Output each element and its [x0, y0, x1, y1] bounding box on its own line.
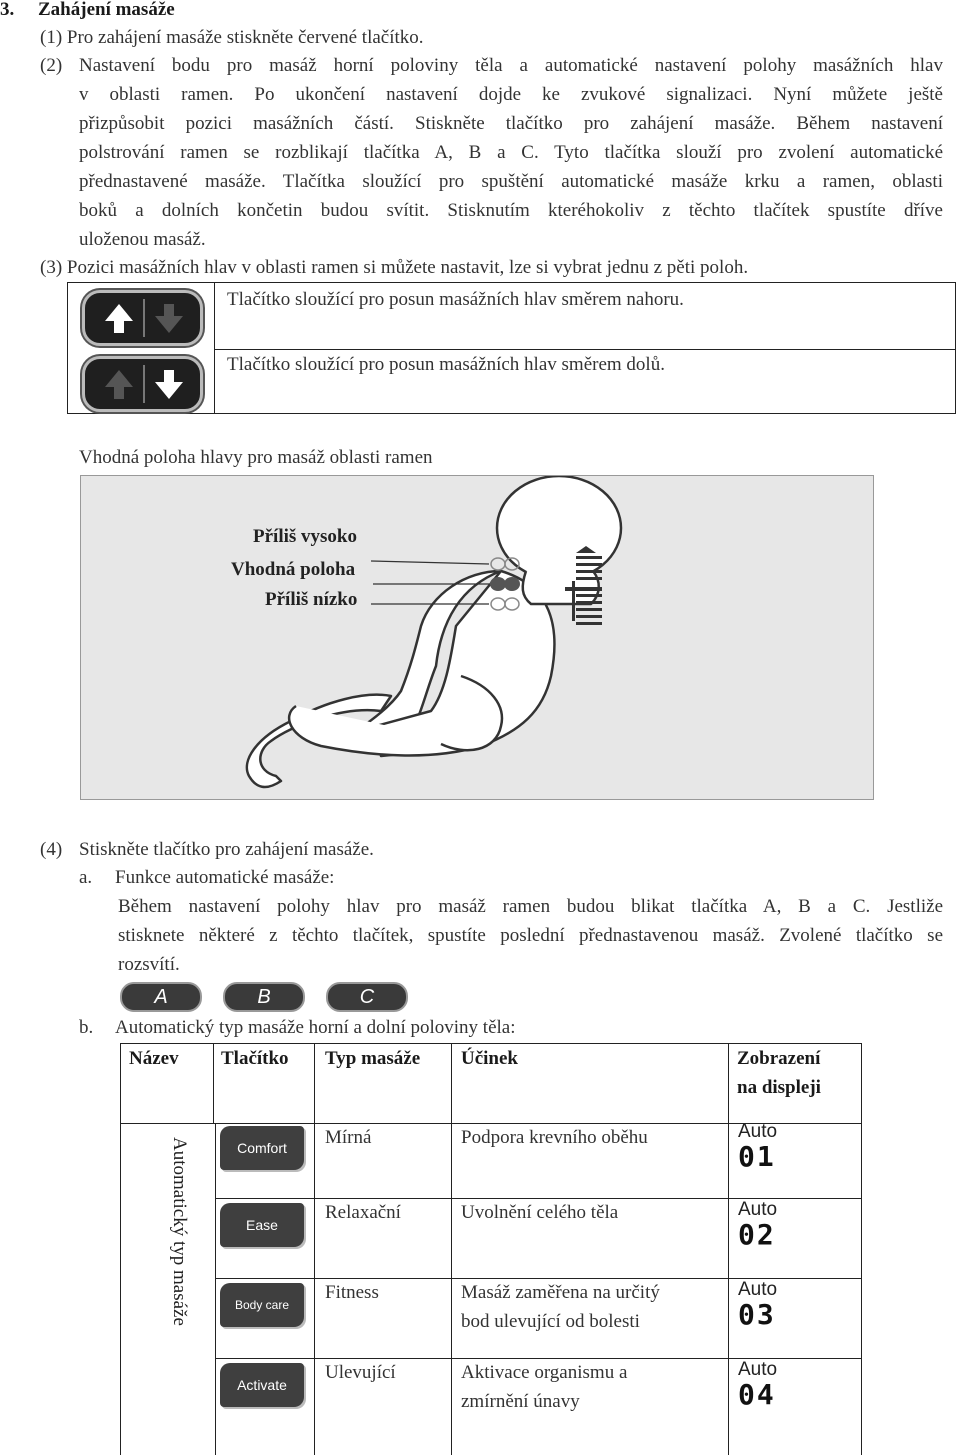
header-type: Typ masáže — [325, 1048, 421, 1069]
row-4-type: Ulevující — [325, 1362, 396, 1383]
row-4-display-number: 04 — [738, 1378, 776, 1411]
row-2-effect: Uvolnění celého těla — [461, 1202, 619, 1223]
label-good-position: Vhodná poloha — [231, 559, 356, 580]
row-2-display-number: 02 — [738, 1218, 776, 1251]
body-care-button[interactable]: Body care — [220, 1283, 304, 1327]
row-1-display-auto: Auto — [738, 1121, 778, 1142]
row-1-display — [738, 1122, 792, 1182]
header-button: Tlačítko — [221, 1048, 289, 1069]
row-3-display-number: 03 — [738, 1298, 776, 1331]
section-number: 3. — [0, 0, 15, 20]
step-3: (3) Pozici masážních hlav v oblasti ramen si můžete nastavit, lze si vybrat jednu z pěti poloh. — [40, 257, 749, 278]
sub-a-marker: a. — [79, 867, 93, 888]
step-4-label: (4) — [40, 839, 63, 860]
row-4-effect-line-1: Aktivace organismu a — [461, 1362, 628, 1383]
step-2-line-6: boků a dolních končetin budou svítit. Stisknutím kteréhokoliv z těchto tlačítek spustíte dříve — [79, 200, 943, 221]
sub-a-line-1: Během nastavení polohy hlav pro masáž ramen budou blikat tlačítka A, B a C. Jestliže — [118, 896, 943, 917]
row-1-display-number: 01 — [738, 1140, 776, 1173]
section-title: Zahájení masáže — [38, 0, 175, 20]
row-4-display — [738, 1360, 792, 1420]
step-2-line-3: přizpůsobit pozici masážních částí. Stiskněte tlačítko pro zahájení masáže. Během nastavení — [79, 113, 943, 134]
row-1-effect: Podpora krevního oběhu — [461, 1127, 648, 1148]
header-effect: Účinek — [461, 1048, 518, 1069]
header-display-1: Zobrazení — [737, 1048, 821, 1069]
button-c[interactable]: C — [326, 982, 408, 1012]
figure-caption: Vhodná poloha hlavy pro masáž oblasti ramen — [79, 447, 433, 468]
arrow-down-icon — [85, 359, 200, 409]
row-4-display-auto: Auto — [738, 1359, 778, 1380]
sub-a-line-2: stisknete některé z těchto tlačítek, spustíte poslední přednastavenou masáž. Zvolené tlačítko se — [118, 925, 943, 946]
side-label: Automatický typ masáže — [169, 1137, 190, 1326]
arrow-up-button-image — [82, 290, 203, 346]
step-2-line-1: Nastavení bodu pro masáž horní poloviny těla a automatické nastavení polohy masážních hlav — [79, 55, 943, 76]
step-2-line-7: uloženou masáž. — [79, 229, 206, 250]
row-2-display-auto: Auto — [738, 1199, 778, 1220]
step-2-line-2: v oblasti ramen. Po ukončení nastavení dojde ke zvukové signalizaci. Nyní můžete ještě — [79, 84, 943, 105]
arrow-down-description: Tlačítko sloužící pro posun masážních hlav směrem dolů. — [227, 354, 665, 375]
row-3-display — [738, 1280, 792, 1340]
comfort-button[interactable]: Comfort — [220, 1126, 304, 1170]
step-2-line-4: polstrování ramen se rozblikají tlačítka A, B a C. Tyto tlačítka slouží pro zvolení automatické — [79, 142, 943, 163]
header-name: Název — [129, 1048, 179, 1069]
arrow-up-icon — [85, 293, 200, 343]
row-2-display — [738, 1200, 792, 1260]
step-1: (1) Pro zahájení masáže stiskněte červené tlačítko. — [40, 27, 424, 48]
row-3-effect-line-2: bod ulevující od bolesti — [461, 1311, 640, 1332]
seated-person-illustration — [81, 476, 875, 801]
row-3-type: Fitness — [325, 1282, 379, 1303]
row-2-type: Relaxační — [325, 1202, 401, 1223]
label-too-low: Příliš nízko — [265, 589, 358, 610]
header-display-2: na displeji — [737, 1077, 821, 1098]
sub-a-line-3: rozsvítí. — [118, 954, 180, 975]
activate-button[interactable]: Activate — [220, 1363, 304, 1407]
step-2-label: (2) — [40, 55, 63, 76]
arrow-up-description: Tlačítko sloužící pro posun masážních hlav směrem nahoru. — [227, 289, 684, 310]
sub-b-marker: b. — [79, 1017, 94, 1038]
ease-button[interactable]: Ease — [220, 1203, 304, 1247]
label-too-high: Příliš vysoko — [253, 526, 357, 547]
button-b[interactable]: B — [223, 982, 305, 1012]
row-4-effect-line-2: zmírnění únavy — [461, 1391, 580, 1412]
figure-box — [80, 475, 874, 800]
sub-a-title: Funkce automatické masáže: — [115, 867, 335, 888]
row-1-type: Mírná — [325, 1127, 372, 1148]
button-a[interactable]: A — [120, 982, 202, 1012]
row-3-display-auto: Auto — [738, 1279, 778, 1300]
row-3-effect-line-1: Masáž zaměřena na určitý — [461, 1282, 660, 1303]
step-4: Stiskněte tlačítko pro zahájení masáže. — [79, 839, 374, 860]
step-2-line-5: přednastavené masáže. Tlačítka sloužící pro spuštění automatické masáže krku a ramen, oblasti — [79, 171, 943, 192]
sub-b-title: Automatický typ masáže horní a dolní poloviny těla: — [115, 1017, 516, 1038]
arrow-down-button-image — [82, 356, 203, 412]
